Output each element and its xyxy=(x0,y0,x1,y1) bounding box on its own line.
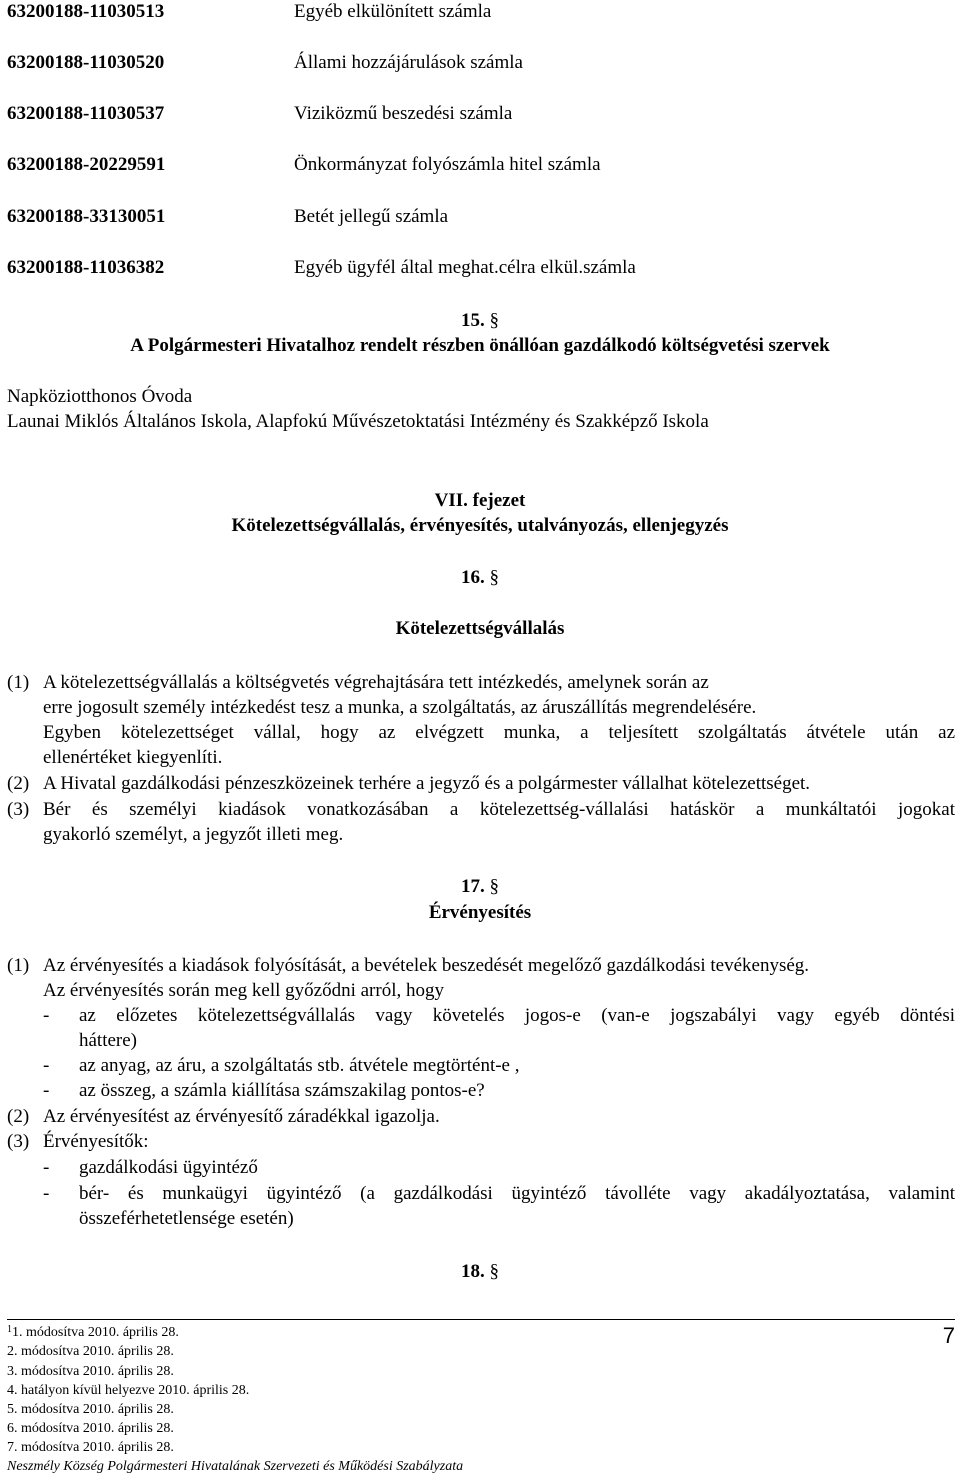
paragraph-line: A kötelezettségvállalás a költségvetés végrehajtására tett intézkedés, amelynek során az xyxy=(43,672,709,693)
footnote-text: 3. módosítva 2010. április 28. xyxy=(7,1364,174,1379)
paragraph-17-3 xyxy=(7,1129,955,1154)
bullet-dash: - xyxy=(43,1183,50,1204)
paragraph-line: gyakorló személyt, a jegyzőt illeti meg. xyxy=(43,824,344,845)
paragraph-16-3 xyxy=(7,797,955,847)
section-18-heading xyxy=(0,1261,960,1283)
paragraph-label: (3) xyxy=(7,799,30,820)
paragraph-label: (2) xyxy=(7,1106,30,1127)
section-sign: § xyxy=(489,1261,499,1282)
bullet-line: az előzetes kötelezettségvállalás vagy követelés jogos-e (van-e jogszabályi vagy egyéb döntési xyxy=(79,1005,955,1026)
bullet-item xyxy=(43,1155,955,1180)
paragraph-line: Az érvényesítés során meg kell győződni arról, hogy xyxy=(43,980,444,1001)
account-name: Viziközmű beszedési számla xyxy=(294,103,513,124)
account-name: Állami hozzájárulások számla xyxy=(294,52,523,73)
bullet-line: az összeg, a számla kiállítása számszakilag pontos-e? xyxy=(79,1080,485,1101)
chapter-title: Kötelezettségvállalás, érvényesítés, utalványozás, ellenjegyzés xyxy=(231,515,729,536)
chapter-number: VII. fejezet xyxy=(434,490,526,511)
footnote-text: 5. módosítva 2010. április 28. xyxy=(7,1402,174,1417)
bullet-dash: - xyxy=(43,1080,50,1101)
section-number: 17. xyxy=(461,876,485,897)
account-name: Betét jellegű számla xyxy=(294,206,449,227)
section-number: 15. xyxy=(461,310,485,331)
bullet-dash: - xyxy=(43,1005,50,1026)
account-number: 63200188-33130051 xyxy=(7,206,166,227)
footnote xyxy=(7,1344,174,1360)
footnote-text: 6. módosítva 2010. április 28. xyxy=(7,1421,174,1436)
footnote xyxy=(7,1325,179,1341)
paragraph-16-2 xyxy=(7,771,955,796)
footnote-text: 1. módosítva 2010. április 28. xyxy=(12,1325,179,1340)
paragraph-line: Érvényesítők: xyxy=(43,1131,149,1152)
section-16-title: Kötelezettségvállalás xyxy=(395,618,565,639)
footnote xyxy=(7,1364,174,1380)
paragraph-17-2 xyxy=(7,1104,955,1129)
bullet-line: háttere) xyxy=(79,1030,138,1051)
account-number: 63200188-11030537 xyxy=(7,103,165,124)
paragraph-line: Az érvényesítés a kiadások folyósítását, a bevételek beszedését megelőző gazdálkodási tevékenység. xyxy=(43,955,810,976)
footnote xyxy=(7,1421,174,1437)
paragraph-line: Bér és személyi kiadások vonatkozásában a kötelezettség-vállalási hatáskör a munkáltatói jogokat xyxy=(43,799,955,820)
paragraph-16-1 xyxy=(7,670,955,770)
section-15-title: A Polgármesteri Hivatalhoz rendelt részben önállóan gazdálkodó költségvetési szervek xyxy=(130,335,830,356)
account-number: 63200188-11030520 xyxy=(7,52,165,73)
paragraph-line: A Hivatal gazdálkodási pénzeszközeinek terhére a jegyző és a polgármester vállalhat kötelezettséget. xyxy=(43,773,811,794)
footnote xyxy=(7,1383,249,1399)
footnote xyxy=(7,1440,174,1456)
paragraph-line: Egyben kötelezettséget vállal, hogy az elvégzett munka, a teljesített szolgáltatás átvétele után az xyxy=(43,722,955,743)
page-number: 7 xyxy=(942,1323,955,1348)
paragraph-line: ellenértéket kiegyenlíti. xyxy=(43,747,223,768)
bullet-line: gazdálkodási ügyintéző xyxy=(79,1157,258,1178)
bullet-line: az anyag, az áru, a szolgáltatás stb. átvétele megtörtént-e , xyxy=(79,1055,520,1076)
section-sign: § xyxy=(489,876,499,897)
account-name: Egyéb ügyfél által meghat.célra elkül.számla xyxy=(294,257,636,278)
section-17-heading xyxy=(0,876,960,898)
bullet-line: összeférhetetlensége esetén) xyxy=(79,1208,294,1229)
institution-item: Napköziotthonos Óvoda xyxy=(7,386,193,407)
footnote-text: 2. módosítva 2010. április 28. xyxy=(7,1344,174,1359)
bullet-dash: - xyxy=(43,1055,50,1076)
account-name: Egyéb elkülönített számla xyxy=(294,1,492,22)
account-number: 63200188-11030513 xyxy=(7,1,165,22)
footnote-separator xyxy=(7,1319,955,1320)
footnote xyxy=(7,1402,174,1418)
paragraph-label: (3) xyxy=(7,1131,30,1152)
paragraph-label: (2) xyxy=(7,773,30,794)
paragraph-label: (1) xyxy=(7,955,30,976)
bullet-item xyxy=(43,1181,955,1231)
section-number: 16. xyxy=(461,567,485,588)
paragraph-17-1 xyxy=(7,953,955,1003)
footnote-marker: 1 xyxy=(7,1324,12,1335)
paragraph-label: (1) xyxy=(7,672,30,693)
bullet-line: bér- és munkaügyi ügyintéző (a gazdálkodási ügyintéző távolléte vagy akadályoztatása, valamint xyxy=(79,1183,955,1204)
section-sign: § xyxy=(489,567,499,588)
paragraph-line: erre jogosult személy intézkedést tesz a munka, a szolgáltatás, az áruszállítás megrendelésére. xyxy=(43,697,757,718)
section-17-title: Érvényesítés xyxy=(428,902,532,923)
bullet-item xyxy=(43,1003,955,1053)
page-footer: Neszmély Község Polgármesteri Hivatalának Szervezeti és Működési Szabályzata xyxy=(7,1459,464,1474)
institution-item: Launai Miklós Általános Iskola, Alapfokú Művészetoktatási Intézmény és Szakképző Iskola xyxy=(7,411,709,432)
bullet-dash: - xyxy=(43,1157,50,1178)
account-number: 63200188-11036382 xyxy=(7,257,165,278)
section-15-heading xyxy=(0,310,960,332)
section-sign: § xyxy=(489,310,499,331)
footnote-text: 4. hatályon kívül helyezve 2010. április 28. xyxy=(7,1383,250,1398)
paragraph-line: Az érvényesítést az érvényesítő záradékkal igazolja. xyxy=(43,1106,440,1127)
bullet-item xyxy=(43,1078,955,1103)
footnote-text: 7. módosítva 2010. április 28. xyxy=(7,1440,174,1455)
section-16-heading xyxy=(0,567,960,589)
account-number: 63200188-20229591 xyxy=(7,154,166,175)
section-number: 18. xyxy=(461,1261,485,1282)
account-name: Önkormányzat folyószámla hitel számla xyxy=(294,154,601,175)
bullet-item xyxy=(43,1053,955,1078)
